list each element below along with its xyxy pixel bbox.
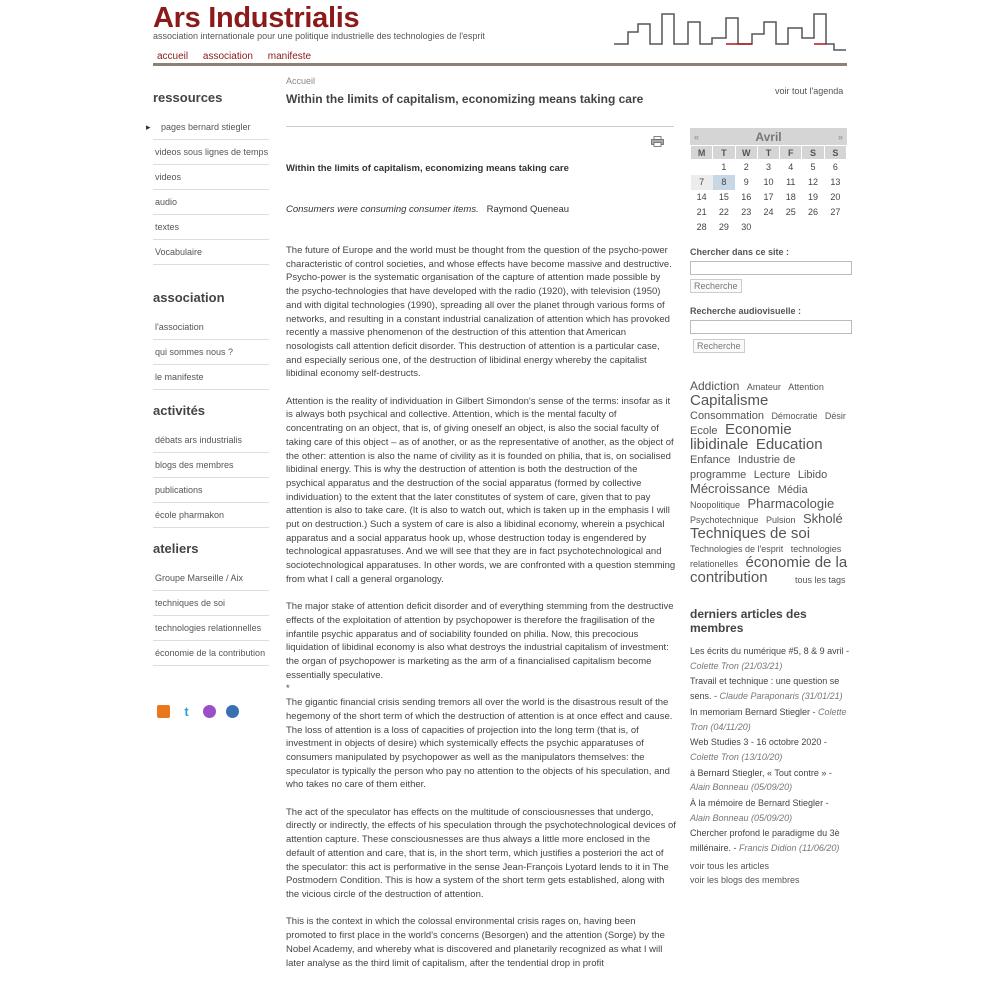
main-nav [157,51,323,62]
tag-link[interactable]: Capitalisme [690,392,769,409]
calendar-day[interactable]: 24 [763,207,774,217]
twitter-icon[interactable]: t [180,705,193,718]
member-article-meta: Colette Tron (21/03/21) [690,660,783,671]
sidebar-heading-ressources: ressources [153,90,223,105]
calendar-prev-button[interactable]: « [694,131,700,142]
member-article-meta: Alain Bonneau (05/09/20) [690,812,793,823]
member-article-meta: Colette Tron (13/10/20) [690,751,783,762]
tag-cloud [690,379,850,585]
tag-link[interactable]: Skholé [802,511,843,526]
epigraph [286,204,569,215]
sidebar-item-audio[interactable]: audio [153,190,269,215]
article-paragraph: This is the context in which the colossal environmental crisis rages on, having been promoted to first place in the world's concerns (Besorgen) and the attention (Sorge) by the Nobel Academy, and whereby what is discovered and planetarily recognized as what I will later analyse as the third limit of capitalism, after the tendential drop in profit [286,916,665,969]
calendar-weekday: T [757,146,779,160]
calendar-weekday: W [735,146,757,160]
calendar-day[interactable]: 17 [763,192,774,202]
calendar [690,128,847,235]
tag-link[interactable]: Noopolitique [690,500,741,510]
article-paragraph: The act of the speculator has effects on the multitude of consciousnesses that undergo, directly or indirectly, the effects of his speculation through the psychotechnological devices of attention capture. These consciousnesses are thus always a little more enclosed in the default of attention and care, that is, in the short term, which justifies a posteriori the act of the speculator: this act is performative in the sense Jean-François Lyotard lends to it in The Postmodern Condition. This is how a system of the short term gets established, along with the vicious circle of the destruction of attention. [286,806,676,900]
calendar-weekday: S [802,146,824,160]
calendar-day[interactable]: 8 [713,175,735,190]
tag-link[interactable]: Economie libidinale [690,421,792,453]
calendar-day[interactable]: 16 [741,192,752,202]
sidebar-item-debats[interactable]: débats ars industrialis [153,428,269,453]
sidebar-item-vocabulaire[interactable]: Vocabulaire [153,240,269,265]
calendar-day[interactable]: 1 [721,162,727,173]
breadcrumb[interactable]: Accueil [286,76,316,86]
calendar-day[interactable]: 2 [743,162,749,173]
header-skyline-graphic [612,8,848,54]
member-article-meta: Francis Didion (11/06/20) [739,843,840,854]
sidebar-item-ecole-pharmakon[interactable]: école pharmakon [153,503,269,528]
nav-association[interactable]: association [202,51,253,62]
calendar-weekday: S [824,146,846,160]
member-article-item[interactable]: In memoriam Bernard Stiegler - Colette Tron (04/11/20) [690,706,847,732]
header-divider [153,63,847,66]
search-av-label: Recherche audiovisuelle : [690,306,802,316]
calendar-day[interactable]: 27 [830,207,841,217]
tag-link[interactable]: Pharmacologie [747,496,835,511]
view-member-blogs-link[interactable]: voir les blogs des membres [690,875,800,885]
site-slogan: association internationale pour une politique industrielle des technologies de l'esprit [153,31,485,41]
sidebar-item-techniques-de-soi[interactable]: techniques de soi [153,591,269,616]
view-all-articles-link[interactable]: voir tous les articles [690,861,770,871]
member-articles-list [690,644,850,857]
sidebar-item-videos[interactable]: videos [153,165,269,190]
tag-link[interactable]: Addiction [690,379,740,393]
calendar-empty-cell [691,160,713,175]
member-article-meta: Colette Tron (04/11/20) [690,706,847,732]
tag-link[interactable]: Amateur [746,382,781,392]
calendar-day[interactable]: 20 [830,192,841,202]
member-article-title[interactable]: Travail et technique : une question se sens. [690,676,840,702]
all-tags-link[interactable]: tous les tags [795,575,846,585]
search-site-label: Chercher dans ce site : [690,247,790,257]
member-article-item[interactable]: à Bernard Stiegler, « Tout contre » - Alain Bonneau (05/09/20) [690,767,832,793]
sidebar-item-le-manifeste[interactable]: le manifeste [153,365,269,390]
member-articles-heading: derniers articles des membres [690,607,807,635]
rss-icon[interactable] [157,705,170,718]
podcast-icon[interactable] [203,705,216,718]
member-article-item[interactable]: Les écrits du numérique #5, 8 & 9 avril - Colette Tron (21/03/21) [690,646,850,671]
tag-link[interactable]: Désir [824,411,846,421]
member-article-title[interactable]: Web Studies 3 - 16 octobre 2020 [690,737,822,748]
sidebar-item-qui-sommes-nous[interactable]: qui sommes nous ? [153,340,269,365]
member-article-item[interactable]: À la mémoire de Bernard Stiegler - Alain Bonneau (05/09/20) [690,798,829,823]
article-title: Within the limits of capitalism, economizing means taking care [286,163,569,174]
sidebar-menu-ressources [153,115,269,265]
nav-accueil[interactable]: accueil [157,51,189,62]
sidebar-menu-activites [153,428,269,528]
calendar-day[interactable]: 6 [832,162,838,173]
calendar-day[interactable]: 5 [810,162,816,173]
calendar-day[interactable]: 25 [785,207,796,217]
content-divider [286,126,674,127]
calendar-day[interactable]: 13 [830,177,841,187]
tag-link[interactable]: Démocratie [771,411,818,421]
calendar-day[interactable]: 11 [786,177,796,187]
calendar-empty-cell [780,220,802,235]
calendar-day[interactable]: 21 [696,207,707,217]
sidebar-menu-ateliers [153,566,269,666]
tag-link[interactable]: Attention [788,382,824,392]
sidebar-item-economie-contribution[interactable]: économie de la contribution [153,641,269,666]
member-article-meta: Claude Paraponaris (31/01/21) [719,691,843,702]
tag-link[interactable]: technologies relationelles [690,544,842,569]
sidebar-item-textes[interactable]: textes [153,215,269,240]
tag-link[interactable]: Consommation [690,410,764,422]
calendar-day[interactable]: 22 [718,207,729,217]
social-icons [157,705,239,718]
sidebar-heading-activites: activités [153,403,206,418]
calendar-day[interactable]: 12 [808,177,819,187]
tag-link[interactable]: Pulsion [766,515,796,525]
calendar-day[interactable]: 29 [718,222,729,232]
calendar-day[interactable]: 26 [808,207,819,217]
site-title[interactable]: Ars Industrialis [153,2,360,34]
calendar-day[interactable]: 3 [765,162,771,173]
calendar-header [690,128,847,145]
calendar-next-button[interactable]: » [837,131,843,142]
member-article-item[interactable]: Chercher profond le paradigme du 3è millénaire. - Francis Didion (11/06/20) [690,828,840,854]
tag-link[interactable]: Mécroissance [690,481,771,496]
sidebar-item-blogs-membres[interactable]: blogs des membres [153,453,269,478]
sidebar-item-publications[interactable]: publications [153,478,269,503]
member-article-item[interactable]: Web Studies 3 - 16 octobre 2020 - Colette Tron (13/10/20) [690,737,827,762]
calendar-day[interactable]: 9 [743,177,749,187]
calendar-month: Avril [755,129,782,144]
calendar-day[interactable]: 23 [741,207,752,217]
tag-link[interactable]: Psychotechnique [690,515,759,525]
calendar-empty-cell [824,220,846,235]
calendar-day[interactable]: 19 [808,192,819,202]
calendar-day[interactable]: 10 [763,177,774,187]
tag-link[interactable]: Techniques de soi [690,525,811,542]
member-article-title[interactable]: In memoriam Bernard Stiegler [690,706,811,717]
tag-link[interactable]: Education [755,436,823,453]
member-articles-links [690,859,800,887]
article-paragraph: The major stake of attention deficit disorder and of everything stemming from the destructive effects of the exploitation of attention by psychopower is therefore the fragilisation of the infantile psychic apparatus and of sociability founded on philia. Now, this precocious liquidation of libidinal economy is also what destroys the industrial capitalism of investment: the organ of psychopower is marketing as the arm of a financialised capitalism become essentially speculative. * The gigantic financial crisis sending tremors all over the world is the disastrous result of the hegemony of the short term of which the destruction of attention is at once effect and cause. The loss of attention is a loss of capacities of projection into the long term (that is, of investment in objects of desire) which systemically effects the psychic apparatuses of consumers manipulated by psychopower as well as the manipulators themselves: the speculator is typically the person who pay no attention to the objects of his speculation, and who takes no care of them either. [286,601,674,791]
epigraph-quote: Consumers were consuming consumer items. [286,204,479,215]
calendar-day[interactable]: 4 [788,162,794,173]
page-title: Within the limits of capitalism, economizing means taking care [286,92,644,106]
calendar-day[interactable]: 18 [785,192,796,202]
tag-link[interactable]: Lecture [753,469,791,481]
calendar-weekday: F [780,146,802,160]
calendar-weekday: T [713,146,735,160]
calendar-grid [690,145,847,235]
member-article-meta: Alain Bonneau (05/09/20) [690,782,793,793]
calendar-day[interactable]: 7 [691,175,713,190]
tag-link[interactable]: Industrie de programme [690,454,796,481]
calendar-empty-cell [757,220,779,235]
article-paragraph: Attention is the reality of individuation in Gilbert Simondon's sense of the terms: insofar as it is always both psychical and collective. Attention, which is the mental faculty of concentrating on an object, that is, of giving oneself an object, is also the social faculty of taking care of this object – as of another, or as the representative of another, as the object of the other: attention is also the name of civility as it is founded on philia, that is, on socialised libidinal energy. This is why the destruction of attention is both the destruction of the psychical apparatus and the destruction of the social apparatus (formed by collective individuation) to the extent that the later constitutes of system of care, given that to pay attention is also to take care. (It is also to watch out, which is taken up in the emphasis I will put on destruction.) Such a system of care is also a libidinal economy, wherein a psychical apparatus and a social apparatus hook up, whose destruction today is engendered by technological appasratuses. And we will see that they are in fact psychotechnological and sociotechnological apparatuses. In other words, we are confronted with a question stemming from what I call a general organology. [286,395,676,585]
member-article-title[interactable]: À la mémoire de Bernard Stiegler [690,798,824,809]
calendar-day[interactable]: 15 [718,192,729,202]
sidebar-item-videos-lignes-de-temps[interactable]: videos sous lignes de temps [153,140,269,165]
sidebar-heading-association: association [153,290,225,305]
member-article-title[interactable]: Chercher profond le paradigme du 3è millénaire. [690,828,840,854]
calendar-weekdays [691,146,847,160]
article-body [286,244,676,984]
sidebar-item-technologies-relationnelles[interactable]: technologies relationnelles [153,616,269,641]
sidebar-item-pages-bernard-stiegler[interactable]: ▸ pages bernard stiegler [153,115,269,140]
tag-link[interactable]: Enfance [690,454,731,466]
search-site-button[interactable]: Recherche [690,279,742,293]
calendar-empty-cell [802,220,824,235]
calendar-weekday: M [691,146,713,160]
sidebar-heading-ateliers: ateliers [153,541,199,556]
search-site-input[interactable] [690,261,852,275]
agenda-link[interactable]: voir tout l'agenda [775,86,844,96]
calendar-day[interactable]: 14 [696,192,707,202]
article-paragraph: The future of Europe and the world must be thought from the question of the psycho-power characteristic of control societies, and whose effects have become massive and destructive. Psycho-power is the systematic organisation of the capture of attention made possible by the psycho-technologies that have developed with the radio (1920), with television (1950) and with digital technologies (1990), spreading all over the planet through various forms of networks, and resulting in a constant industrial canalization of attention which has provoked recently a massive phenomenon of the destruction of this attention that American nosologists call attention deficit disorder. This destruction of attention is a particular case, and especially serious one, of the destruction of libidinal energy whereby the capitalist libidinal economy self-destructs. [286,245,672,380]
tag-link[interactable]: Technologies de l'esprit [690,544,784,554]
member-article-title[interactable]: à Bernard Stiegler, « Tout contre » [690,767,827,778]
epigraph-author: Raymond Queneau [486,204,570,215]
member-article-title[interactable]: Les écrits du numérique #5, 8 & 9 avril [690,646,844,656]
print-icon[interactable] [651,136,664,147]
calendar-days [691,160,847,235]
sidebar-item-l-association[interactable]: l'association [153,315,269,340]
search-av-button[interactable]: Recherche [693,339,745,353]
sidebar-item-groupe-marseille[interactable]: Groupe Marseille / Aix [153,566,269,591]
member-article-item[interactable]: Travail et technique : une question se sens. - Claude Paraponaris (31/01/21) [690,676,843,702]
tag-link[interactable]: Libido [797,469,828,481]
calendar-day[interactable]: 28 [696,222,707,232]
sidebar-menu-association [153,315,269,390]
tag-link[interactable]: Ecole [690,425,718,437]
web-icon[interactable] [226,705,239,718]
search-av-input[interactable] [690,320,852,334]
nav-manifeste[interactable]: manifeste [267,51,312,62]
tag-link[interactable]: économie de la contribution [690,554,848,586]
calendar-day[interactable]: 30 [741,222,752,232]
tag-link[interactable]: Média [777,484,808,496]
